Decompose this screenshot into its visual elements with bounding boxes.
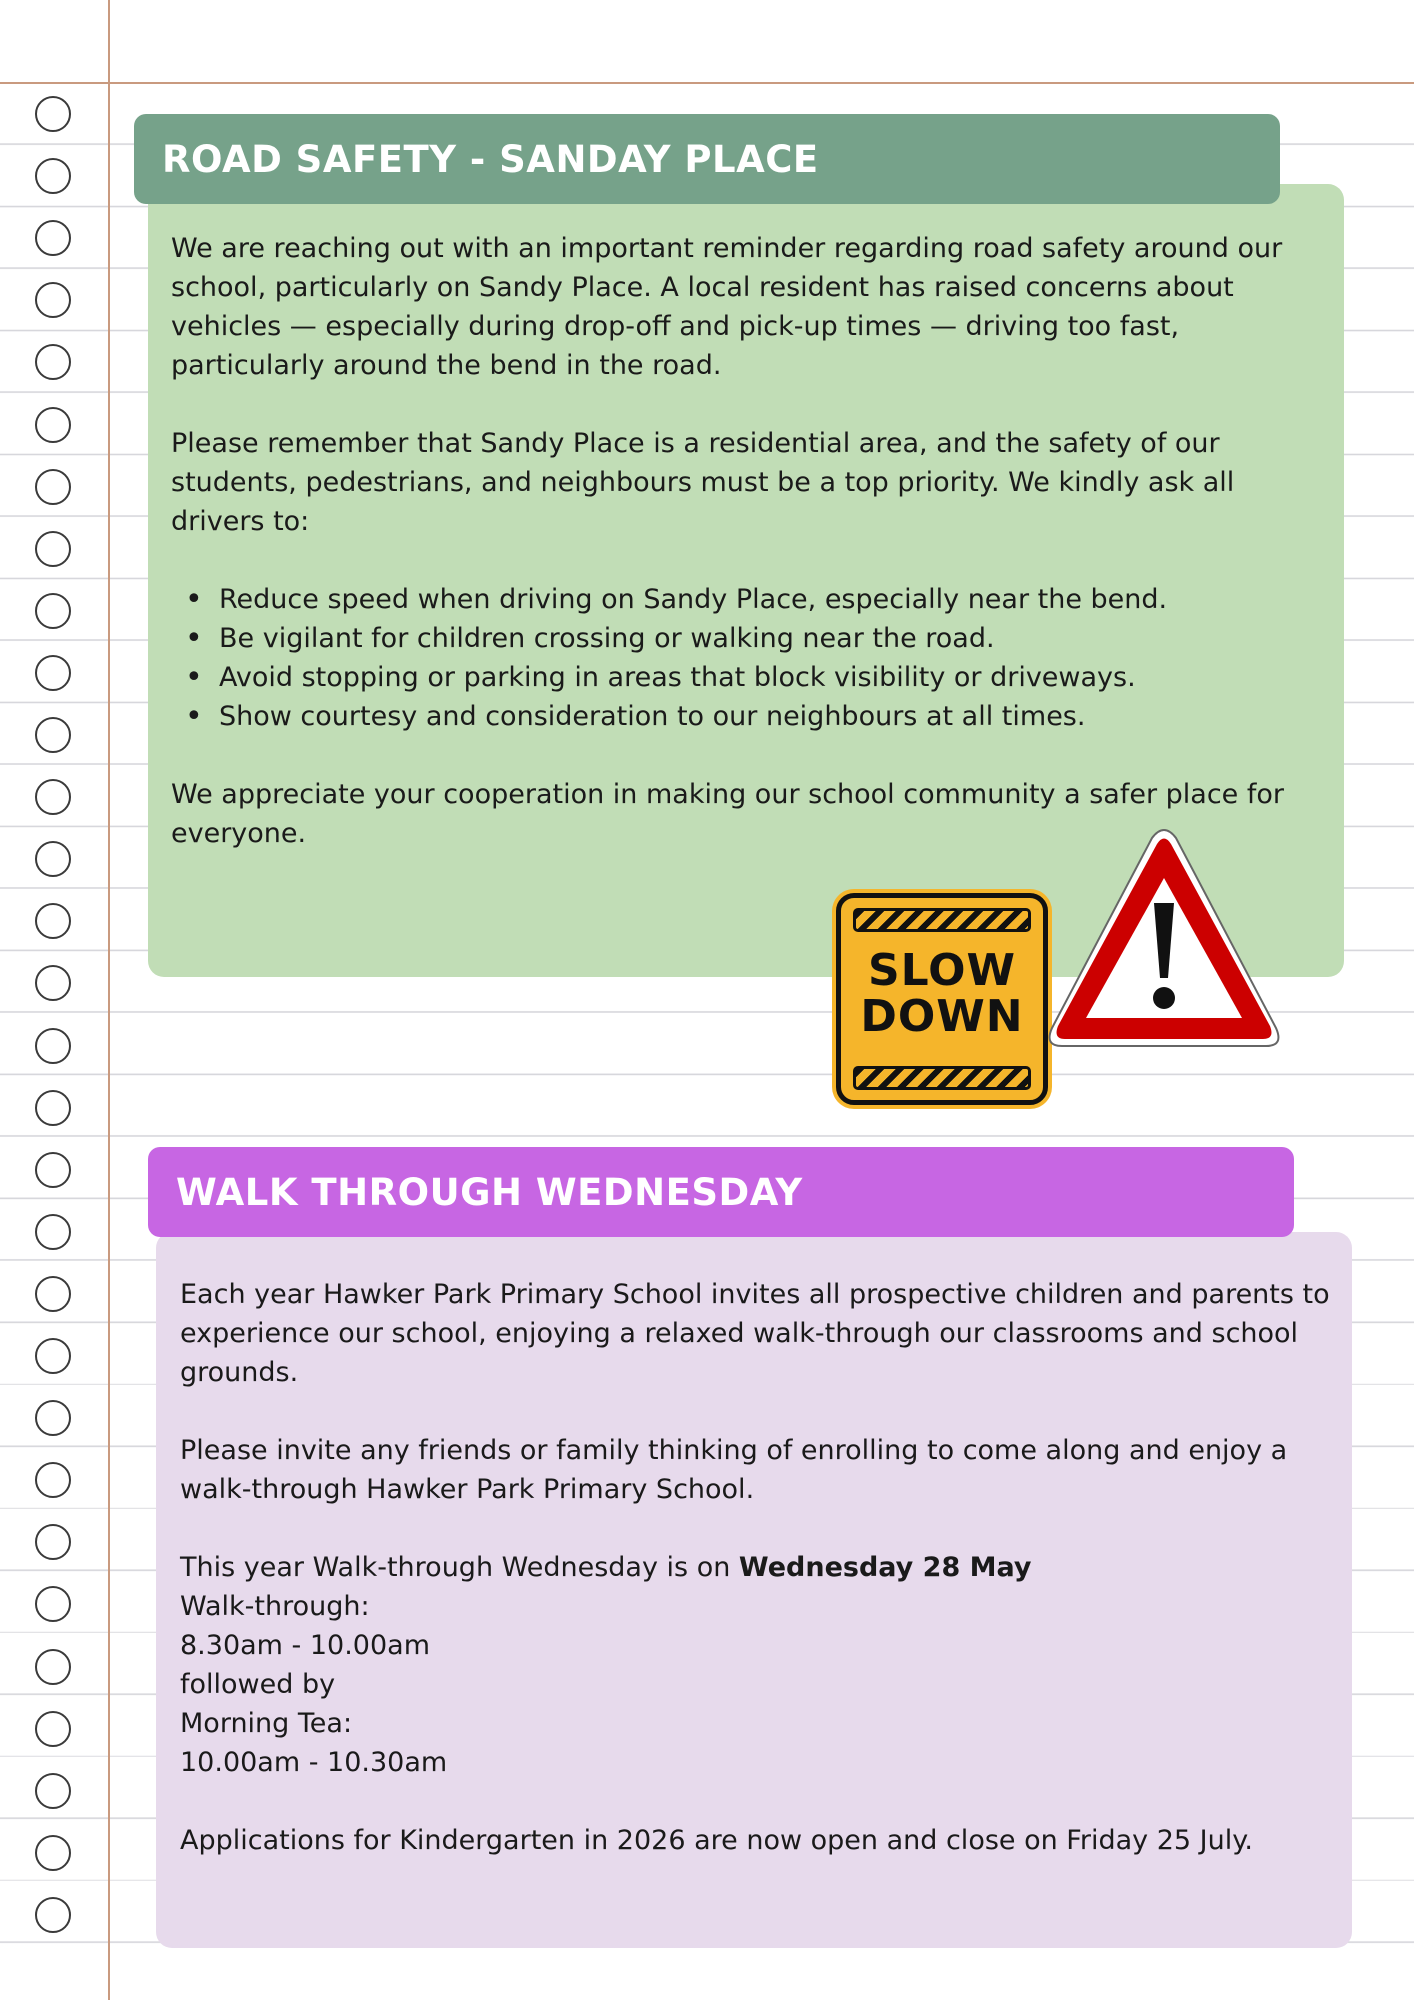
bullet-item: • Avoid stopping or parking in areas that block visibility or driveways.: [219, 658, 1331, 697]
binder-hole-icon: [35, 282, 71, 318]
binder-hole-icon: [35, 158, 71, 194]
binder-hole-icon: [35, 531, 71, 567]
walk-through-title: WALK THROUGH WEDNESDAY: [176, 1170, 803, 1214]
slow-down-sign-text: SLOW DOWN: [860, 945, 1024, 1042]
walk-through-paragraph-1: Each year Hawker Park Primary School invites all prospective children and parents to experience our school, enjoying a relaxed walk-through our classrooms and school grounds.: [180, 1279, 1330, 1388]
binder-holes: [0, 0, 108, 2000]
binder-hole-icon: [35, 965, 71, 1001]
binder-hole-icon: [35, 841, 71, 877]
schedule-line: Walk-through:: [180, 1591, 370, 1622]
binder-hole-icon: [35, 1897, 71, 1933]
binder-hole-icon: [35, 593, 71, 629]
road-safety-paragraph-3: We appreciate your cooperation in making our school community a safer place for everyone.: [171, 779, 1284, 849]
schedule-line: 10.00am - 10.30am: [180, 1747, 448, 1778]
binder-hole-icon: [35, 1649, 71, 1685]
binder-hole-icon: [35, 220, 71, 256]
binder-hole-icon: [35, 655, 71, 691]
binder-hole-icon: [35, 1028, 71, 1064]
road-safety-body: [171, 229, 1331, 853]
road-safety-paragraph-2: Please remember that Sandy Place is a residential area, and the safety of our students, pedestrians, and neighbours must be a top priority. We kindly ask all drivers to:: [171, 428, 1235, 537]
hazard-stripe: [853, 1066, 1031, 1090]
warning-triangle-icon: [1044, 828, 1284, 1058]
hazard-stripe: [853, 908, 1031, 932]
road-safety-bullet-list: [171, 580, 1331, 736]
walk-through-date: This year Walk-through Wednesday is on Wednesday 28 May: [180, 1552, 1032, 1583]
binder-hole-icon: [35, 1400, 71, 1436]
slow-down-sign-icon: [836, 893, 1048, 1105]
binder-hole-icon: [35, 1276, 71, 1312]
page-top-margin: [0, 0, 1414, 82]
binder-hole-icon: [35, 717, 71, 753]
binder-hole-icon: [35, 1773, 71, 1809]
schedule-line: Morning Tea:: [180, 1708, 353, 1739]
road-safety-paragraph-1: We are reaching out with an important reminder regarding road safety around our school, particularly on Sandy Place. A local resident has raised concerns about vehicles — especially during drop-off and pick-up times — driving too fast, particularly around the bend in the road.: [171, 233, 1283, 381]
walk-through-body: [180, 1275, 1340, 1860]
binder-hole-icon: [35, 96, 71, 132]
binder-hole-icon: [35, 344, 71, 380]
binder-hole-icon: [35, 1586, 71, 1622]
binder-hole-icon: [35, 1152, 71, 1188]
bullet-item: • Reduce speed when driving on Sandy Place, especially near the bend.: [219, 580, 1331, 619]
binder-hole-icon: [35, 1711, 71, 1747]
binder-hole-icon: [35, 1338, 71, 1374]
binder-hole-icon: [35, 469, 71, 505]
notebook-top-rule: [0, 82, 1414, 84]
bullet-item: • Be vigilant for children crossing or walking near the road.: [219, 619, 1331, 658]
binder-hole-icon: [35, 1835, 71, 1871]
bullet-item: • Show courtesy and consideration to our neighbours at all times.: [219, 697, 1331, 736]
notebook-margin-rule: [108, 0, 110, 2000]
binder-hole-icon: [35, 1214, 71, 1250]
schedule-line: followed by: [180, 1669, 336, 1700]
walk-through-header: [148, 1147, 1294, 1237]
walk-through-paragraph-2: Please invite any friends or family thinking of enrolling to come along and enjoy a walk-through Hawker Park Primary School.: [180, 1435, 1288, 1505]
binder-hole-icon: [35, 1090, 71, 1126]
binder-hole-icon: [35, 779, 71, 815]
binder-hole-icon: [35, 903, 71, 939]
road-safety-header: [134, 114, 1280, 204]
walk-through-applications: Applications for Kindergarten in 2026 are now open and close on Friday 25 July.: [180, 1825, 1253, 1856]
binder-hole-icon: [35, 407, 71, 443]
binder-hole-icon: [35, 1524, 71, 1560]
walk-through-date-bold: Wednesday 28 May: [738, 1552, 1032, 1583]
binder-hole-icon: [35, 1462, 71, 1498]
road-safety-title: ROAD SAFETY - SANDAY PLACE: [162, 137, 819, 181]
schedule-line: 8.30am - 10.00am: [180, 1630, 431, 1661]
